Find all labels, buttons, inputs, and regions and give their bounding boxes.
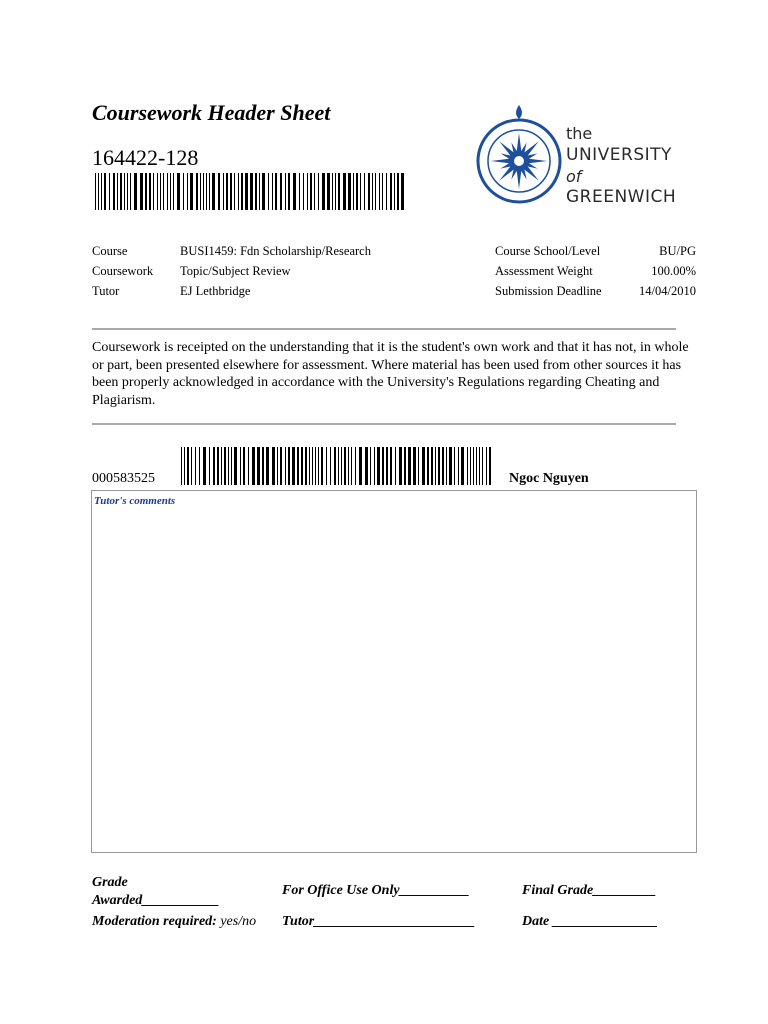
student-id: 000583525 <box>92 471 155 486</box>
barcode-bar <box>275 173 277 210</box>
student-barcode <box>181 447 493 485</box>
barcode-bar <box>372 173 373 210</box>
barcode-bar <box>153 173 154 210</box>
barcode-bar <box>104 173 106 210</box>
barcode-bar <box>170 173 171 210</box>
barcode-bar <box>255 173 257 210</box>
barcode-bar <box>386 173 387 210</box>
barcode-bar <box>338 173 340 210</box>
barcode-bar <box>124 173 125 210</box>
barcode-bar <box>314 173 315 210</box>
barcode-bar <box>351 447 352 485</box>
barcode-bar <box>379 173 380 210</box>
barcode-bar <box>203 447 206 485</box>
barcode-bar <box>386 447 388 485</box>
barcode-bar <box>413 447 416 485</box>
detail-value: 14/04/2010 <box>639 284 696 298</box>
barcode-bar <box>213 447 215 485</box>
divider-top <box>92 328 676 330</box>
barcode-bar <box>195 447 196 485</box>
barcode-bar <box>322 173 325 210</box>
barcode-bar <box>348 447 349 485</box>
barcode-bar <box>272 173 273 210</box>
barcode-bar <box>368 173 370 210</box>
barcode-bar <box>395 447 396 485</box>
student-name: Ngoc Nguyen <box>509 471 589 486</box>
barcode-bar <box>230 173 232 210</box>
tutor-comments-label: Tutor's comments <box>94 495 176 507</box>
barcode-bar <box>160 173 161 210</box>
detail-value: EJ Lethbridge <box>180 284 251 298</box>
barcode-bar <box>228 447 229 485</box>
barcode-bar <box>335 173 336 210</box>
barcode-bar <box>217 447 219 485</box>
barcode-bar <box>318 173 319 210</box>
barcode-bar <box>422 447 425 485</box>
barcode-bar <box>482 447 483 485</box>
detail-label: Coursework <box>92 264 154 278</box>
barcode-bar <box>190 173 193 210</box>
barcode-bar <box>330 447 331 485</box>
barcode-bar <box>375 173 376 210</box>
barcode-bar <box>238 173 239 210</box>
barcode-bar <box>224 447 226 485</box>
barcode-bar <box>427 447 429 485</box>
barcode-bar <box>245 173 248 210</box>
barcode-bar <box>473 447 474 485</box>
barcode-bar <box>355 447 356 485</box>
barcode-bar <box>458 447 459 485</box>
barcode-bar <box>310 173 312 210</box>
barcode-bar <box>145 173 147 210</box>
barcode-bar <box>377 447 380 485</box>
barcode-bar <box>234 447 237 485</box>
detail-label: Tutor <box>92 284 120 298</box>
barcode-bar <box>318 447 319 485</box>
barcode-bar <box>95 173 96 210</box>
barcode-bar <box>234 173 235 210</box>
barcode-bar <box>454 447 455 485</box>
barcode-bar <box>173 173 174 210</box>
barcode-bar <box>191 447 192 485</box>
barcode-bar <box>140 173 143 210</box>
barcode-bar <box>489 447 491 485</box>
detail-value: BUSI1459: Fdn Scholarship/Research <box>180 244 371 258</box>
barcode-bar <box>307 173 308 210</box>
barcode-bar <box>177 173 180 210</box>
barcode-bar <box>262 173 265 210</box>
barcode-bar <box>243 447 245 485</box>
barcode-bar <box>382 173 383 210</box>
barcode-bar <box>288 447 290 485</box>
barcode-bar <box>327 173 330 210</box>
barcode-bar <box>449 447 452 485</box>
barcode-bar <box>218 173 220 210</box>
barcode-bar <box>446 447 447 485</box>
barcode-bar <box>418 447 419 485</box>
barcode-bar <box>321 447 323 485</box>
declaration-text: Coursework is receipted on the understanding that it is the student's own work and that it has not, in whole or part, been presented elsewhere for assessment. Where material has been used from other sources it has been properly acknowledged in accordance with the University's Regulations regarding Cheating and Plagiarism. <box>92 340 689 408</box>
barcode-bar <box>401 173 404 210</box>
barcode-bar <box>467 447 468 485</box>
barcode-bar <box>257 447 260 485</box>
barcode-bar <box>184 447 185 485</box>
detail-label: Course <box>92 244 128 258</box>
barcode-bar <box>277 447 278 485</box>
barcode-graphic <box>181 447 493 485</box>
barcode-bar <box>486 447 487 485</box>
page-title: Coursework Header Sheet <box>92 100 331 125</box>
barcode-bar <box>408 447 411 485</box>
moderation-label: Moderation required: <box>92 914 217 929</box>
barcode-bar <box>353 173 354 210</box>
barcode-bar <box>297 447 299 485</box>
barcode-bar <box>370 447 371 485</box>
barcode-bar <box>183 173 184 210</box>
barcode-bar <box>309 447 310 485</box>
divider-bottom <box>92 423 676 425</box>
barcode-bar <box>262 447 264 485</box>
barcode-bar <box>226 173 228 210</box>
barcode-bar <box>203 173 204 210</box>
barcode-bar <box>252 447 255 485</box>
barcode-bar <box>332 173 333 210</box>
barcode-bar <box>293 173 296 210</box>
logo-text-university: UNIVERSITY <box>566 145 672 165</box>
detail-value: BU/PG <box>659 244 696 258</box>
barcode-bar <box>248 447 249 485</box>
barcode-bar <box>390 173 392 210</box>
barcode-bar <box>223 173 224 210</box>
barcode-bar <box>288 173 290 210</box>
logo-text-of: of <box>566 167 582 186</box>
barcode-bar <box>109 173 110 210</box>
barcode-bar <box>272 447 275 485</box>
barcode-bar <box>315 447 316 485</box>
barcode-bar <box>187 447 189 485</box>
barcode-bar <box>359 447 362 485</box>
barcode-bar <box>240 447 241 485</box>
barcode-bar <box>305 447 307 485</box>
coursework-code: 164422-128 <box>92 145 199 170</box>
logo-text-greenwich: GREENWICH <box>566 187 677 207</box>
barcode-bar <box>181 447 182 485</box>
barcode-bar <box>134 173 137 210</box>
barcode-bar <box>117 173 118 210</box>
barcode-bar <box>399 447 402 485</box>
barcode-bar <box>479 447 480 485</box>
barcode-bar <box>461 447 464 485</box>
barcode-bar <box>221 447 222 485</box>
barcode-bar <box>390 447 392 485</box>
barcode-bar <box>343 173 346 210</box>
barcode-bar <box>206 173 207 210</box>
barcode-bar <box>200 173 201 210</box>
barcode-bar <box>299 173 300 210</box>
barcode-bar <box>365 447 368 485</box>
barcode-bar <box>101 173 102 210</box>
coursework-barcode <box>95 173 409 210</box>
barcode-bar <box>209 173 210 210</box>
barcode-bar <box>285 173 286 210</box>
barcode-bar <box>431 447 433 485</box>
barcode-bar <box>285 447 286 485</box>
barcode-bar <box>404 447 406 485</box>
barcode-bar <box>130 173 131 210</box>
barcode-bar <box>292 447 295 485</box>
barcode-bar <box>312 447 313 485</box>
tutor-field: Tutor_______________________ <box>282 914 476 929</box>
barcode-bar <box>250 173 253 210</box>
barcode-bar <box>259 173 260 210</box>
barcode-bar <box>280 447 282 485</box>
barcode-bar <box>364 173 365 210</box>
barcode-bar <box>374 447 375 485</box>
university-logo <box>475 103 565 213</box>
grade-label: Grade <box>92 875 128 890</box>
barcode-graphic <box>95 173 409 210</box>
final-grade-field: Final Grade_________ <box>522 883 657 898</box>
barcode-bar <box>241 173 243 210</box>
barcode-bar <box>382 447 384 485</box>
details-right-labels <box>495 241 602 301</box>
details-left-values <box>180 241 371 301</box>
barcode-bar <box>344 447 346 485</box>
barcode-bar <box>113 173 115 210</box>
details-right-values <box>639 241 696 301</box>
details-left-labels <box>92 241 153 301</box>
date-field: Date _______________ <box>522 914 658 929</box>
barcode-bar <box>280 173 282 210</box>
barcode-bar <box>356 173 358 210</box>
barcode-bar <box>397 173 399 210</box>
barcode-bar <box>268 173 269 210</box>
detail-label: Submission Deadline <box>495 284 602 298</box>
barcode-bar <box>98 173 99 210</box>
detail-value: 100.00% <box>651 264 696 278</box>
barcode-bar <box>341 447 342 485</box>
detail-label: Course School/Level <box>495 244 601 258</box>
barcode-bar <box>303 173 304 210</box>
barcode-bar <box>394 173 395 210</box>
tutor-comments-box[interactable] <box>91 490 697 853</box>
barcode-bar <box>167 173 168 210</box>
barcode-bar <box>199 447 200 485</box>
barcode-bar <box>266 447 269 485</box>
university-seal-icon <box>475 103 565 208</box>
detail-value: Topic/Subject Review <box>180 264 291 278</box>
barcode-bar <box>212 173 215 210</box>
barcode-bar <box>231 447 232 485</box>
barcode-bar <box>435 447 436 485</box>
barcode-bar <box>476 447 477 485</box>
barcode-bar <box>120 173 122 210</box>
barcode-bar <box>196 173 198 210</box>
barcode-bar <box>348 173 351 210</box>
barcode-bar <box>438 447 440 485</box>
moderation-value: yes/no <box>220 914 257 929</box>
barcode-bar <box>470 447 471 485</box>
grade-awarded-field: Awarded___________ <box>92 893 220 908</box>
barcode-bar <box>326 447 327 485</box>
detail-label: Assessment Weight <box>495 264 593 278</box>
barcode-bar <box>334 447 336 485</box>
logo-text-the: the <box>566 124 593 143</box>
barcode-bar <box>338 447 339 485</box>
barcode-bar <box>301 447 303 485</box>
barcode-bar <box>163 173 164 210</box>
barcode-bar <box>157 173 158 210</box>
barcode-bar <box>149 173 151 210</box>
barcode-bar <box>360 173 361 210</box>
moderation-row <box>92 914 256 930</box>
barcode-bar <box>442 447 444 485</box>
barcode-bar <box>127 173 128 210</box>
office-use-field: For Office Use Only__________ <box>282 883 470 898</box>
barcode-bar <box>209 447 210 485</box>
barcode-bar <box>187 173 188 210</box>
